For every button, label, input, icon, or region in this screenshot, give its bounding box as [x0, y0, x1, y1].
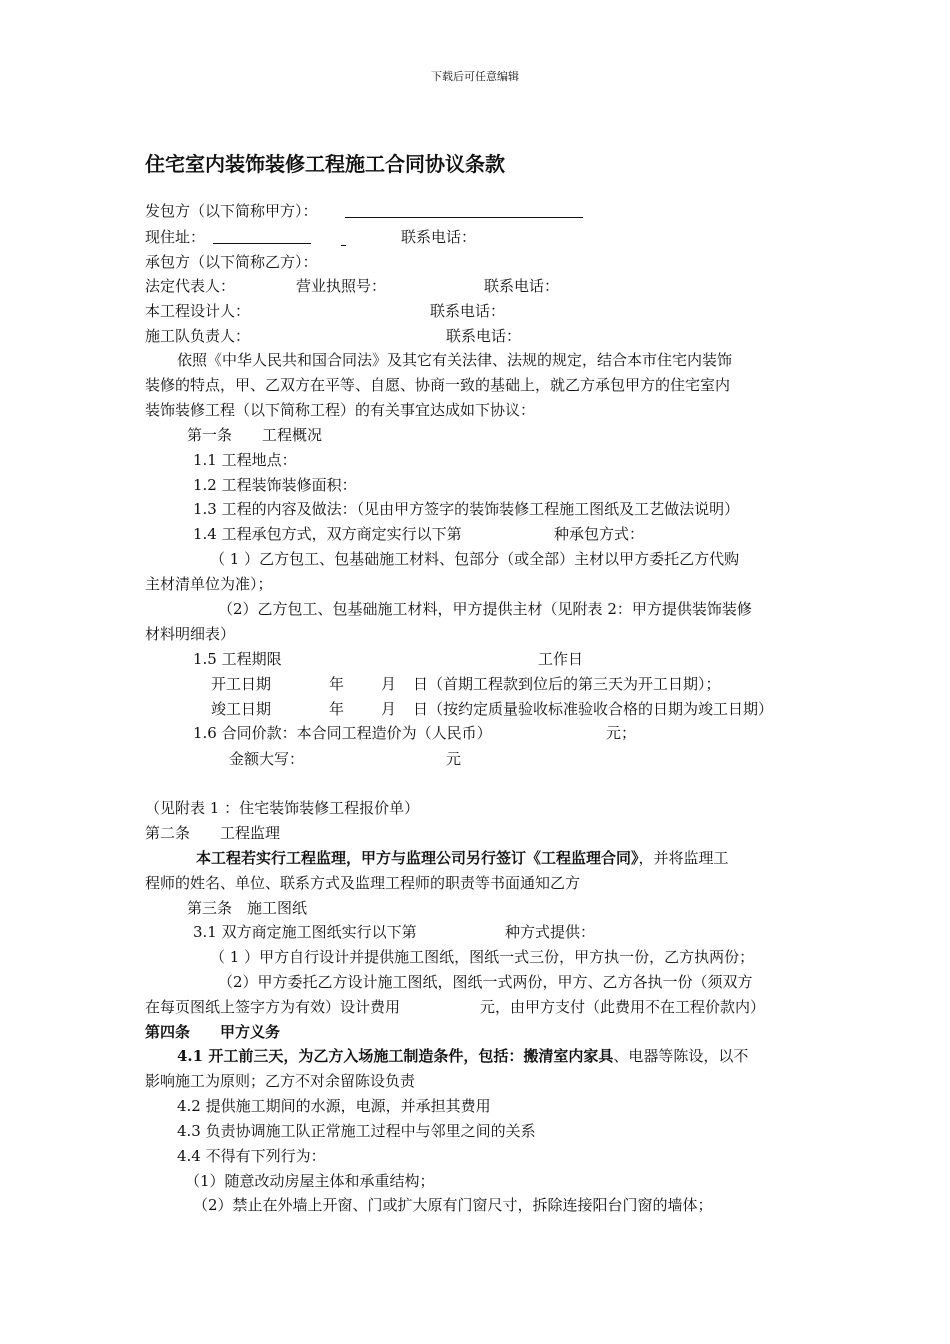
- clause-4-4: 4.4 不得有下列行为：: [177, 1147, 326, 1165]
- legal-rep-label: 法定代表人：: [145, 277, 236, 295]
- team-phone-label: 联系电话：: [446, 327, 522, 345]
- start-month: 月: [381, 675, 397, 693]
- party-a-label: 发包方（以下简称甲方）：: [145, 202, 318, 220]
- clause-3-1-b: 种方式提供：: [505, 923, 596, 941]
- address-label: 现住址：: [145, 228, 206, 246]
- party-b-phone-label: 联系电话：: [484, 277, 560, 295]
- article-3-heading: 第三条 施工图纸: [187, 899, 308, 917]
- clause-4-1-a: [177, 1045, 748, 1067]
- intro-line-1: 依照《中华人民共和国合同法》及其它有关法律、法规的规定，结合本市住宅内装饰: [177, 351, 733, 369]
- article-4-heading: 第四条 甲方义务: [145, 1023, 281, 1041]
- clause-4-2: 4.2 提供施工期间的水源，电源，并承担其费用: [177, 1097, 491, 1115]
- designer-phone-label: 联系电话：: [430, 302, 506, 320]
- start-date-note: 日（首期工程款到位后的第三天为开工日期）；: [413, 675, 721, 693]
- address-tick: [341, 245, 346, 246]
- option-2-line-a: （2）乙方包工、包基础施工材料，甲方提供主材（见附表 2：甲方提供装饰装修: [218, 600, 752, 618]
- article-2-text-b: 程师的姓名、单位、联系方式及监理工程师的职责等书面通知乙方: [145, 874, 581, 892]
- attachment-1-note: （见附表 1 ：住宅装饰装修工程报价单）: [145, 799, 420, 817]
- clause-1-2: 1.2 工程装饰装修面积：: [193, 476, 357, 494]
- finish-date-note: 日（按约定质量验收标准验收合格的日期为竣工日期）: [413, 700, 774, 718]
- party-a-phone-label: 联系电话：: [401, 228, 477, 246]
- drawing-option-2-c: 元，由甲方支付（此费用不在工程价款内）: [480, 998, 766, 1016]
- clause-1-5-b: 工作日: [538, 650, 584, 668]
- prohibited-item-2: （2）禁止在外墙上开窗、门或扩大原有门窗尺寸，拆除连接阳台门窗的墙体；: [193, 1196, 713, 1214]
- option-2-line-b: 材料明细表）: [145, 625, 236, 643]
- article-2-text-tail: ，并将监理工: [638, 849, 729, 867]
- clause-1-1: 1.1 工程地点：: [193, 451, 297, 469]
- intro-line-2: 装修的特点，甲、乙双方在平等、自愿、协商一致的基础上，就乙方承包甲方的住宅室内: [145, 376, 731, 394]
- clause-1-4-b: 种承包方式：: [554, 525, 645, 543]
- option-1-line-b: 主材清单位为准）；: [145, 575, 273, 593]
- article-2-bold-text: 本工程若实行工程监理，甲方与监理公司另行签订《工程监理合同》: [196, 849, 639, 867]
- page-header: 下载后可任意编辑: [431, 70, 519, 83]
- clause-1-4-a: 1.4 工程承包方式，双方商定实行以下第: [193, 525, 462, 543]
- drawing-option-2-a: （2）甲方委托乙方设计施工图纸，图纸一式两份，甲方、乙方各执一份（须双方: [218, 973, 753, 991]
- clause-3-1-a: 3.1 双方商定施工图纸实行以下第: [193, 923, 417, 941]
- article-2-text-a: [196, 847, 729, 869]
- finish-month: 月: [381, 700, 397, 718]
- article-1-heading: 第一条 工程概况: [187, 426, 323, 444]
- finish-date-label: 竣工日期: [211, 700, 272, 718]
- clause-4-3: 4.3 负责协调施工队正常施工过程中与邻里之间的关系: [177, 1122, 536, 1140]
- address-blank: [213, 243, 311, 244]
- intro-line-3: 装饰装修工程（以下简称工程）的有关事宜达成如下协议：: [145, 401, 536, 419]
- clause-1-6-a: 1.6 合同价款：本合同工程造价为（人民币）: [193, 724, 492, 742]
- finish-year: 年: [329, 700, 345, 718]
- drawing-option-1: （ 1 ）甲方自行设计并提供施工图纸，图纸一式三份，甲方执一份，乙方执两份；: [210, 948, 755, 966]
- clause-4-1-bold: 4.1 开工前三天，为乙方入场施工制造条件，包括：搬清室内家具: [177, 1047, 614, 1065]
- clause-1-6-b: 元；: [606, 724, 637, 742]
- drawing-option-2-b: 在每页图纸上签字方为有效）设计费用: [145, 998, 401, 1016]
- license-label: 营业执照号：: [296, 277, 387, 295]
- document-title: 住宅室内装饰装修工程施工合同协议条款: [145, 152, 505, 176]
- clause-1-3: 1.3 工程的内容及做法：（见由甲方签字的装饰装修工程施工图纸及工艺做法说明）: [193, 500, 740, 518]
- start-date-label: 开工日期: [211, 675, 272, 693]
- prohibited-item-1: （1）随意改动房屋主体和承重结构；: [185, 1172, 435, 1190]
- party-b-label: 承包方（以下简称乙方）：: [145, 253, 318, 271]
- clause-1-5-a: 1.5 工程期限: [193, 650, 282, 668]
- option-1-line-a: （ 1 ）乙方包工、包基础施工材料、包部分（或全部）主材以甲方委托乙方代购: [210, 550, 740, 568]
- article-2-heading: 第二条 工程监理: [145, 824, 281, 842]
- party-a-blank: [345, 217, 583, 218]
- team-lead-label: 施工队负责人：: [145, 327, 251, 345]
- start-year: 年: [329, 675, 345, 693]
- designer-label: 本工程设计人：: [145, 302, 251, 320]
- amount-words-label: 金额大写：: [229, 750, 305, 768]
- amount-words-unit: 元: [446, 750, 462, 768]
- clause-4-1-c: 影响施工为原则；乙方不对余留陈设负责: [145, 1072, 416, 1090]
- clause-4-1-tail: 、电器等陈设，以不: [613, 1047, 749, 1065]
